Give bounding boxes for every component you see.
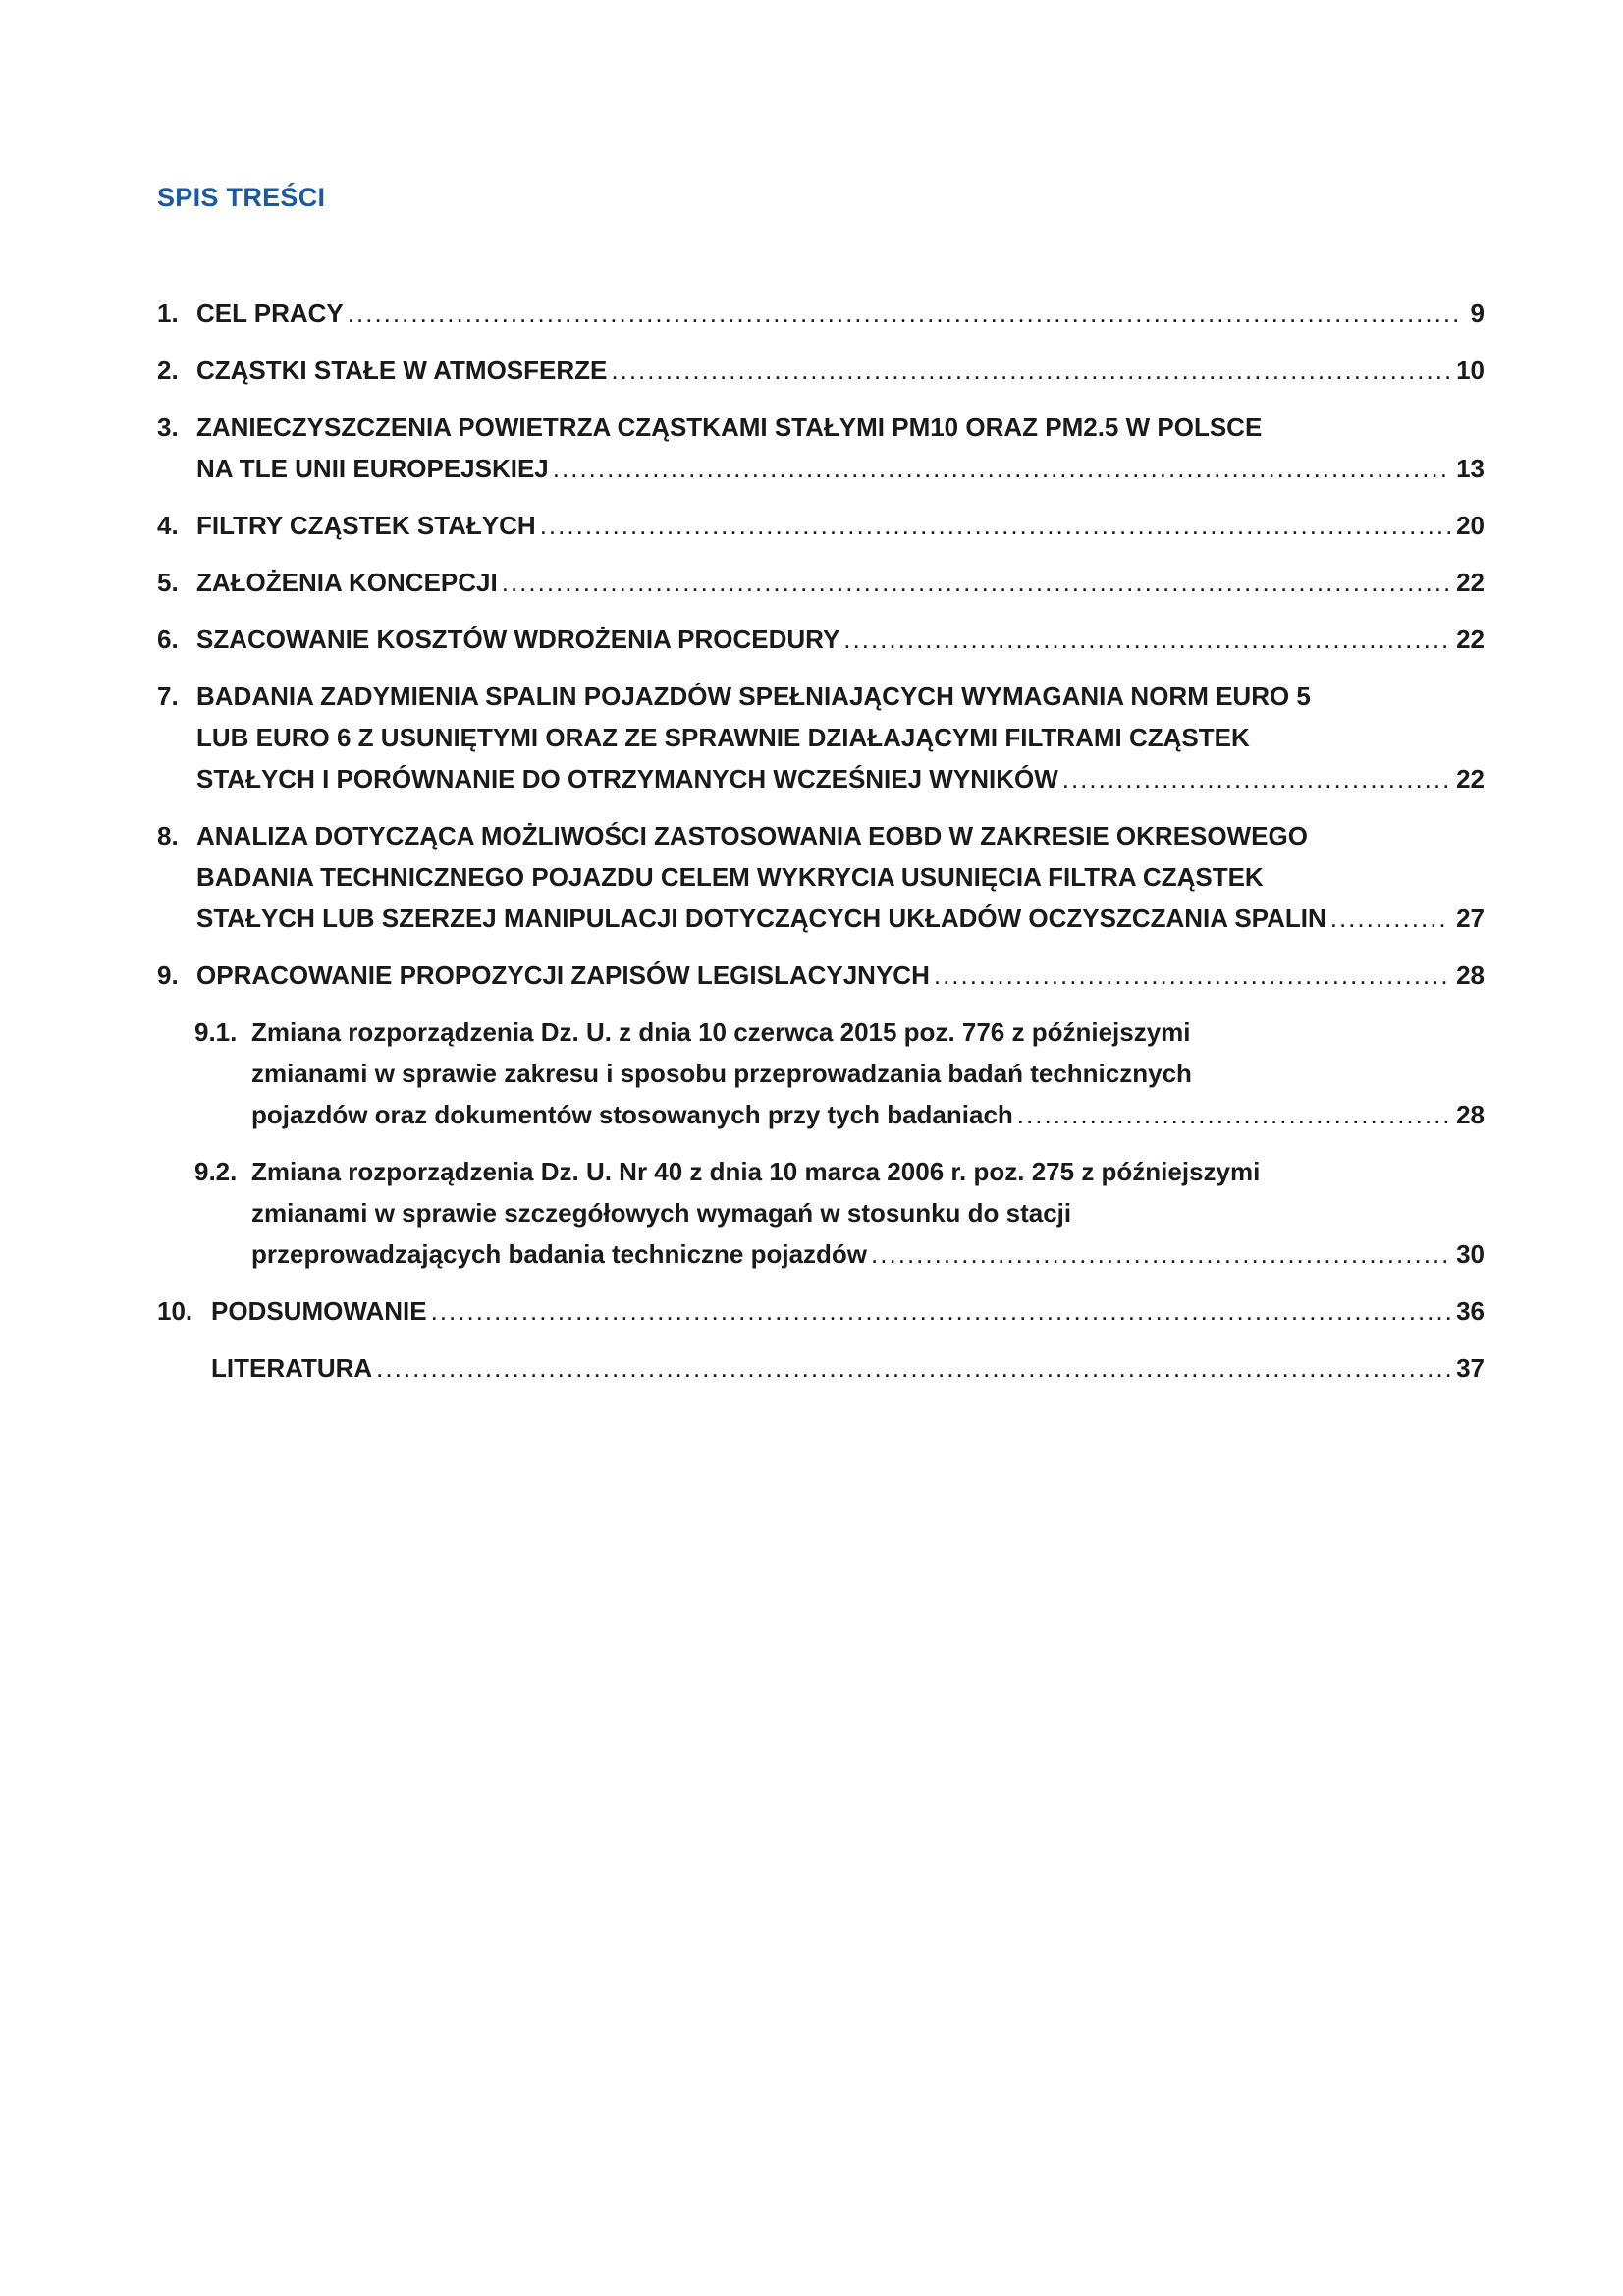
toc-subentry-title-line: pojazdów oraz dokumentów stosowanych przy tych badaniach <box>251 1100 1013 1129</box>
toc-subentry-number: 9.2. <box>194 1157 238 1186</box>
toc-page-number: 37 <box>1456 1353 1485 1383</box>
toc-entry-title-line: BADANIA TECHNICZNEGO POJAZDU CELEM WYKRYCIA USUNIĘCIA FILTRA CZĄSTEK <box>196 862 1264 892</box>
toc-entry-title: PODSUMOWANIE <box>211 1296 427 1326</box>
toc-page-number: 13 <box>1456 454 1485 483</box>
toc-subentry-9-2[interactable] <box>157 1151 1485 1275</box>
toc-entry-title: FILTRY CZĄSTEK STAŁYCH <box>196 511 536 540</box>
toc-entry-8[interactable] <box>157 815 1485 939</box>
toc-page-number: 9 <box>1470 299 1485 328</box>
toc-entry-number: 4. <box>157 511 179 540</box>
dot-leader <box>1017 1094 1450 1135</box>
toc-page-number: 20 <box>1456 511 1485 540</box>
toc-entry-1[interactable] <box>157 293 1485 334</box>
toc-entry-number: 1. <box>157 299 179 328</box>
toc-entry-number: 2. <box>157 355 179 385</box>
toc-entry-title: CZĄSTKI STAŁE W ATMOSFERZE <box>196 355 608 385</box>
toc-subentry-title-line: zmianami w sprawie zakresu i sposobu przeprowadzania badań technicznych <box>251 1059 1192 1088</box>
toc-entry-5[interactable] <box>157 562 1485 603</box>
toc-page-number: 22 <box>1456 625 1485 654</box>
dot-leader <box>843 619 1450 660</box>
toc-entry-number: 7. <box>157 682 179 711</box>
toc-entry-3[interactable] <box>157 407 1485 489</box>
toc-entry-6[interactable] <box>157 619 1485 660</box>
dot-leader <box>376 1347 1450 1389</box>
toc-subentry-title-line: przeprowadzających badania techniczne pojazdów <box>251 1239 868 1269</box>
toc-entry-title-line: ZANIECZYSZCZENIA POWIETRZA CZĄSTKAMI STAŁYMI PM10 ORAZ PM2.5 W POLSCE <box>196 412 1263 442</box>
dot-leader <box>871 1233 1450 1275</box>
toc-entry-2[interactable] <box>157 350 1485 391</box>
dot-leader <box>611 350 1450 391</box>
toc-entry-7[interactable] <box>157 676 1485 799</box>
dot-leader <box>540 505 1450 546</box>
toc-heading: SPIS TREŚCI <box>157 183 326 212</box>
toc-entry-number: 6. <box>157 625 179 654</box>
toc-entry-title: ZAŁOŻENIA KONCEPCJI <box>196 568 498 597</box>
toc-subentry-number: 9.1. <box>194 1017 238 1047</box>
toc-entry-number: 9. <box>157 960 179 990</box>
toc-entry-title-line: LUB EURO 6 Z USUNIĘTYMI ORAZ ZE SPRAWNIE DZIAŁAJĄCYMI FILTRAMI CZĄSTEK <box>196 723 1250 752</box>
table-of-contents <box>157 293 1485 1404</box>
toc-subentry-title-line: Zmiana rozporządzenia Dz. U. z dnia 10 czerwca 2015 poz. 776 z późniejszymi <box>251 1017 1191 1047</box>
toc-page-number: 28 <box>1456 960 1485 990</box>
dot-leader <box>348 293 1461 334</box>
toc-entry-4[interactable] <box>157 505 1485 546</box>
toc-subentry-title-line: zmianami w sprawie szczegółowych wymagań w stosunku do stacji <box>251 1198 1072 1228</box>
toc-entry-9[interactable] <box>157 955 1485 996</box>
toc-entry-title-line: STAŁYCH I PORÓWNANIE DO OTRZYMANYCH WCZEŚNIEJ WYNIKÓW <box>196 764 1058 793</box>
toc-entry-title-line: BADANIA ZADYMIENIA SPALIN POJAZDÓW SPEŁNIAJĄCYCH WYMAGANIA NORM EURO 5 <box>196 682 1311 711</box>
dot-leader <box>431 1290 1451 1332</box>
toc-page-number: 30 <box>1456 1239 1485 1269</box>
toc-entry-title-line: ANALIZA DOTYCZĄCA MOŻLIWOŚCI ZASTOSOWANIA EOBD W ZAKRESIE OKRESOWEGO <box>196 821 1308 850</box>
toc-page-number: 10 <box>1456 355 1485 385</box>
toc-entry-10[interactable] <box>157 1290 1485 1332</box>
toc-entry-title: CEL PRACY <box>196 299 344 328</box>
toc-entry-title: LITERATURA <box>211 1353 373 1383</box>
toc-entry-title: OPRACOWANIE PROPOZYCJI ZAPISÓW LEGISLACYJNYCH <box>196 960 930 990</box>
toc-entry-number: 8. <box>157 821 179 850</box>
toc-entry-number: 5. <box>157 568 179 597</box>
dot-leader <box>934 955 1450 996</box>
toc-page-number: 36 <box>1456 1296 1485 1326</box>
toc-entry-number: 10. <box>157 1296 193 1326</box>
toc-entry-title: SZACOWANIE KOSZTÓW WDROŻENIA PROCEDURY <box>196 625 840 654</box>
toc-subentry-9-1[interactable] <box>157 1011 1485 1135</box>
dot-leader <box>1330 898 1450 939</box>
toc-page-number: 28 <box>1456 1100 1485 1129</box>
toc-entry-number: 3. <box>157 412 179 442</box>
toc-entry-literatura[interactable] <box>157 1347 1485 1389</box>
dot-leader <box>553 448 1450 489</box>
toc-page-number: 22 <box>1456 764 1485 793</box>
toc-entry-title-line: NA TLE UNII EUROPEJSKIEJ <box>196 454 549 483</box>
dot-leader <box>502 562 1450 603</box>
dot-leader <box>1062 758 1450 799</box>
toc-page-number: 22 <box>1456 568 1485 597</box>
toc-subentry-title-line: Zmiana rozporządzenia Dz. U. Nr 40 z dnia 10 marca 2006 r. poz. 275 z późniejszymi <box>251 1157 1261 1186</box>
toc-page-number: 27 <box>1456 903 1485 933</box>
toc-entry-title-line: STAŁYCH LUB SZERZEJ MANIPULACJI DOTYCZĄCYCH UKŁADÓW OCZYSZCZANIA SPALIN <box>196 903 1326 933</box>
